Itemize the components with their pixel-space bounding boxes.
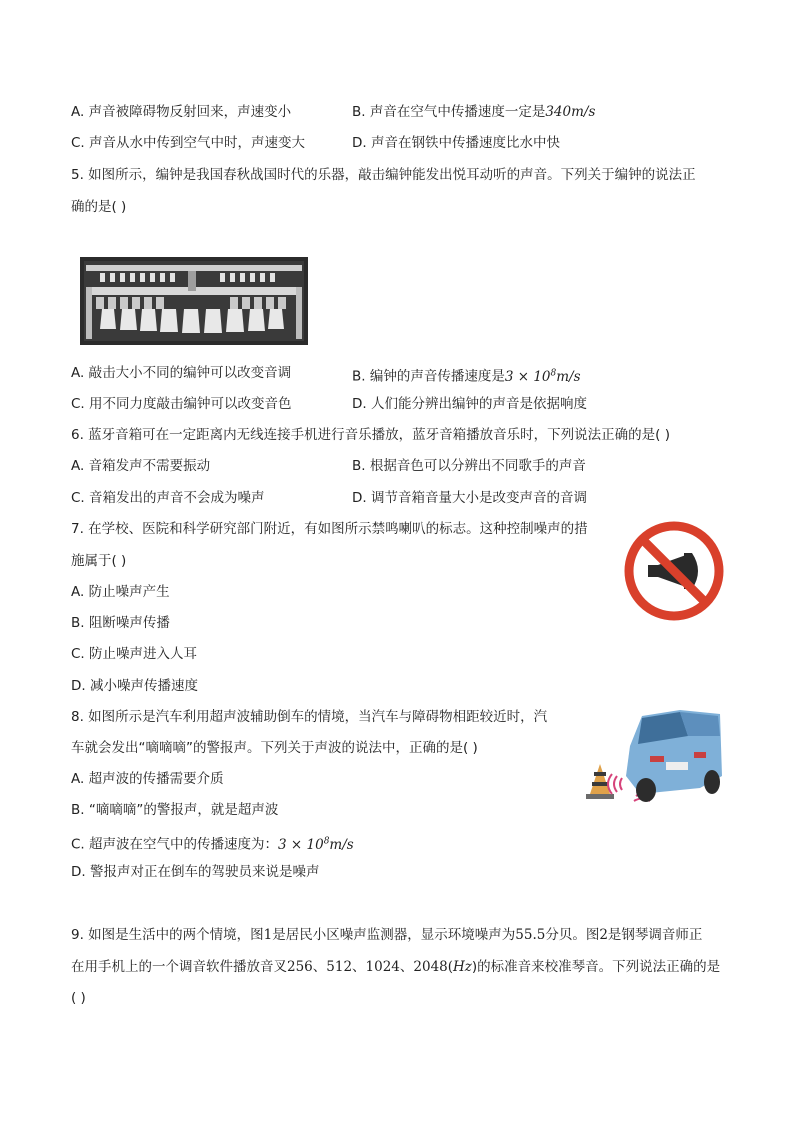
q5-option-b-value	[505, 369, 581, 385]
q7-stem-line1: 7. 在学校、医院和科学研究部门附近，有如图所示禁鸣喇叭的标志。这种控制噪声的措	[71, 521, 588, 537]
q9-noise-value: 55.5	[515, 927, 546, 943]
q9-stem-line2-part-d: )的标准音来校准琴音。下列说法正确的是	[471, 959, 721, 975]
reversing-car-image	[580, 706, 722, 806]
q9-unit-hz: Hz	[453, 959, 472, 975]
q8-option-a: A. 超声波的传播需要介质	[71, 771, 224, 787]
q4-option-b	[352, 102, 595, 122]
q9-stem-line1-part-e: 分贝。图	[545, 927, 600, 943]
q6-option-a: A. 音箱发声不需要振动	[71, 458, 211, 474]
q6-option-b: B. 根据音色可以分辨出不同歌手的声音	[352, 458, 586, 474]
q5-option-d: D. 人们能分辨出编钟的声音是依据响度	[352, 396, 587, 412]
obstacle-cone-icon	[586, 764, 614, 799]
q4-option-c: C. 声音从水中传到空气中时，声速变大	[71, 135, 306, 151]
q5-option-c: C. 用不同力度敲击编钟可以改变音色	[71, 396, 292, 412]
q5-option-b-unit: m/s	[556, 368, 581, 385]
bianzhong-bells-image	[80, 257, 308, 345]
q9-stem-line1-part-a: 9. 如图是生活中的两个情境，图	[71, 927, 264, 943]
q8-option-d: D. 警报声对正在倒车的驾驶员来说是噪声	[71, 864, 320, 880]
q4-option-d: D. 声音在钢铁中传播速度比水中快	[352, 135, 560, 151]
q8-stem-line2: 车就会发出“嘀嘀嘀”的警报声。下列关于声波的说法中，正确的是( )	[71, 740, 478, 756]
q4-option-b-value: 340m/s	[545, 104, 596, 120]
q7-stem-line2: 施属于( )	[71, 553, 127, 569]
q9-stem-line3: ( )	[71, 990, 86, 1006]
q4-option-a: A. 声音被障碍物反射回来，声速变小	[71, 104, 292, 120]
q8-option-c	[71, 831, 354, 855]
no-horn-sign-icon	[624, 521, 724, 621]
q9-figure2-number: 2	[599, 927, 608, 943]
q9-figure1-number: 1	[263, 927, 273, 943]
q8-option-c-text: C. 超声波在空气中的传播速度为：	[71, 836, 279, 853]
q9-frequencies: 256、512、1024、2048(	[287, 959, 454, 975]
q7-option-c: C. 防止噪声进入人耳	[71, 646, 198, 662]
q8-option-c-exponent: 8	[323, 836, 330, 846]
q4-option-b-text: B. 声音在空气中传播速度一定是	[352, 104, 546, 120]
q8-option-b: B. “嘀嘀嘀”的警报声，就是超声波	[71, 802, 279, 818]
q8-option-c-value-base: 3 × 10	[278, 836, 324, 853]
q5-option-b-value-base: 3 × 10	[504, 368, 551, 385]
q7-option-d: D. 减小噪声传播速度	[71, 678, 198, 694]
q5-stem-line2: 确的是( )	[71, 199, 127, 215]
q5-option-b-text: B. 编钟的声音传播速度是	[352, 368, 505, 385]
q6-option-c: C. 音箱发出的声音不会成为噪声	[71, 490, 265, 506]
q6-option-d: D. 调节音箱音量大小是改变声音的音调	[352, 490, 587, 506]
q9-stem-line1-part-g: 是钢琴调音师正	[607, 927, 703, 943]
q9-stem-line1-part-c: 是居民小区噪声监测器，显示环境噪声为	[272, 927, 516, 943]
q5-option-b-exponent: 8	[550, 368, 557, 378]
q5-option-a: A. 敲击大小不同的编钟可以改变音调	[71, 365, 292, 381]
q9-stem-line2-part-a: 在用手机上的一个调音软件播放音叉	[71, 959, 287, 975]
q9-stem-line2	[71, 957, 720, 977]
q5-stem-line1: 5. 如图所示，编钟是我国春秋战国时代的乐器，敲击编钟能发出悦耳动听的声音。下列关于编钟的说法正	[71, 167, 696, 183]
q8-stem-line1: 8. 如图所示是汽车利用超声波辅助倒车的情境，当汽车与障碍物相距较近时，汽	[71, 709, 548, 725]
q7-option-b: B. 阻断噪声传播	[71, 615, 170, 631]
q5-option-b	[352, 363, 581, 387]
q8-option-c-value	[278, 837, 354, 853]
q8-option-c-unit: m/s	[329, 836, 354, 853]
q6-stem: 6. 蓝牙音箱可在一定距离内无线连接手机进行音乐播放，蓝牙音箱播放音乐时，下列说法正确的是( )	[71, 427, 670, 443]
q7-option-a: A. 防止噪声产生	[71, 584, 170, 600]
q9-stem-line1	[71, 925, 702, 945]
